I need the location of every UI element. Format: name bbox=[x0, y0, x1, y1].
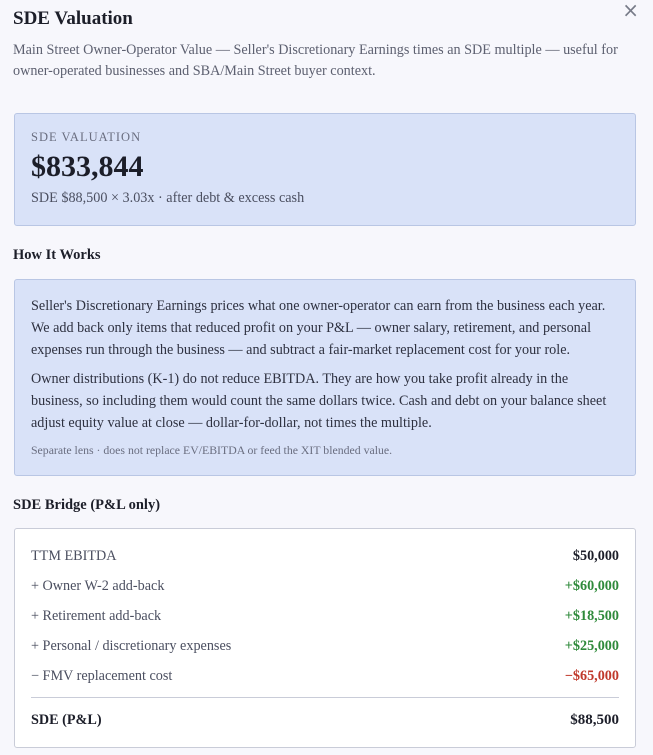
bridge-row-value: $50,000 bbox=[572, 547, 619, 564]
valuation-formula: SDE $88,500 × 3.03x · after debt & excess cash bbox=[31, 190, 305, 206]
bridge-row-personal-expenses bbox=[31, 631, 619, 661]
how-it-works-card bbox=[14, 279, 636, 476]
bridge-total-label: SDE (P&L) bbox=[31, 711, 102, 728]
close-icon[interactable]: × bbox=[622, 0, 639, 22]
valuation-amount: $833,844 bbox=[31, 150, 144, 183]
bridge-divider bbox=[31, 697, 619, 698]
bridge-row-label: + Personal / discretionary expenses bbox=[31, 637, 232, 654]
how-it-works-title: How It Works bbox=[13, 247, 101, 263]
bridge-row-label: TTM EBITDA bbox=[31, 547, 117, 564]
modal-subtitle: Main Street Owner-Operator Value — Seller's Discretionary Earnings times an SDE multiple — useful for owner-operated businesses and SBA/Main Street buyer context. bbox=[13, 42, 618, 79]
bridge-row-label: + Retirement add-back bbox=[31, 607, 162, 624]
valuation-card bbox=[14, 113, 636, 226]
bridge-row-value: +$25,000 bbox=[564, 637, 619, 654]
bridge-row-value: +$18,500 bbox=[564, 607, 619, 624]
how-it-works-paragraph-1: Seller's Discretionary Earnings prices what one owner-operator can earn from the business each year. We add back only items that reduced profit on your P&L — owner salary, retirement, and personal expenses run through the business — and subtract a fair-market replacement cost for your role. bbox=[31, 298, 606, 359]
how-it-works-paragraph-2: Owner distributions (K-1) do not reduce EBITDA. They are how you take profit already in the business, so including them would count the same dollars twice. Cash and debt on your balance sheet adjust equity value at close — dollar-for-dollar, not times the multiple. bbox=[31, 370, 607, 432]
sde-bridge-card bbox=[14, 528, 636, 748]
sde-bridge-title: SDE Bridge (P&L only) bbox=[13, 497, 161, 513]
how-it-works-note: Separate lens · does not replace EV/EBITDA or feed the XIT blended value. bbox=[31, 443, 393, 458]
bridge-row-owner-w2 bbox=[31, 571, 619, 601]
bridge-row-retirement bbox=[31, 601, 619, 631]
modal-title: SDE Valuation bbox=[13, 8, 133, 29]
bridge-row-ttm-ebitda bbox=[31, 541, 619, 571]
bridge-total-row bbox=[31, 700, 619, 740]
bridge-row-fmv-replacement bbox=[31, 661, 619, 691]
bridge-row-value: +$60,000 bbox=[564, 577, 619, 594]
bridge-row-label: + Owner W-2 add-back bbox=[31, 577, 165, 594]
bridge-row-value: −$65,000 bbox=[564, 667, 619, 684]
bridge-row-label: − FMV replacement cost bbox=[31, 667, 173, 684]
bridge-total-value: $88,500 bbox=[570, 711, 619, 728]
valuation-label: SDE VALUATION bbox=[31, 130, 142, 144]
